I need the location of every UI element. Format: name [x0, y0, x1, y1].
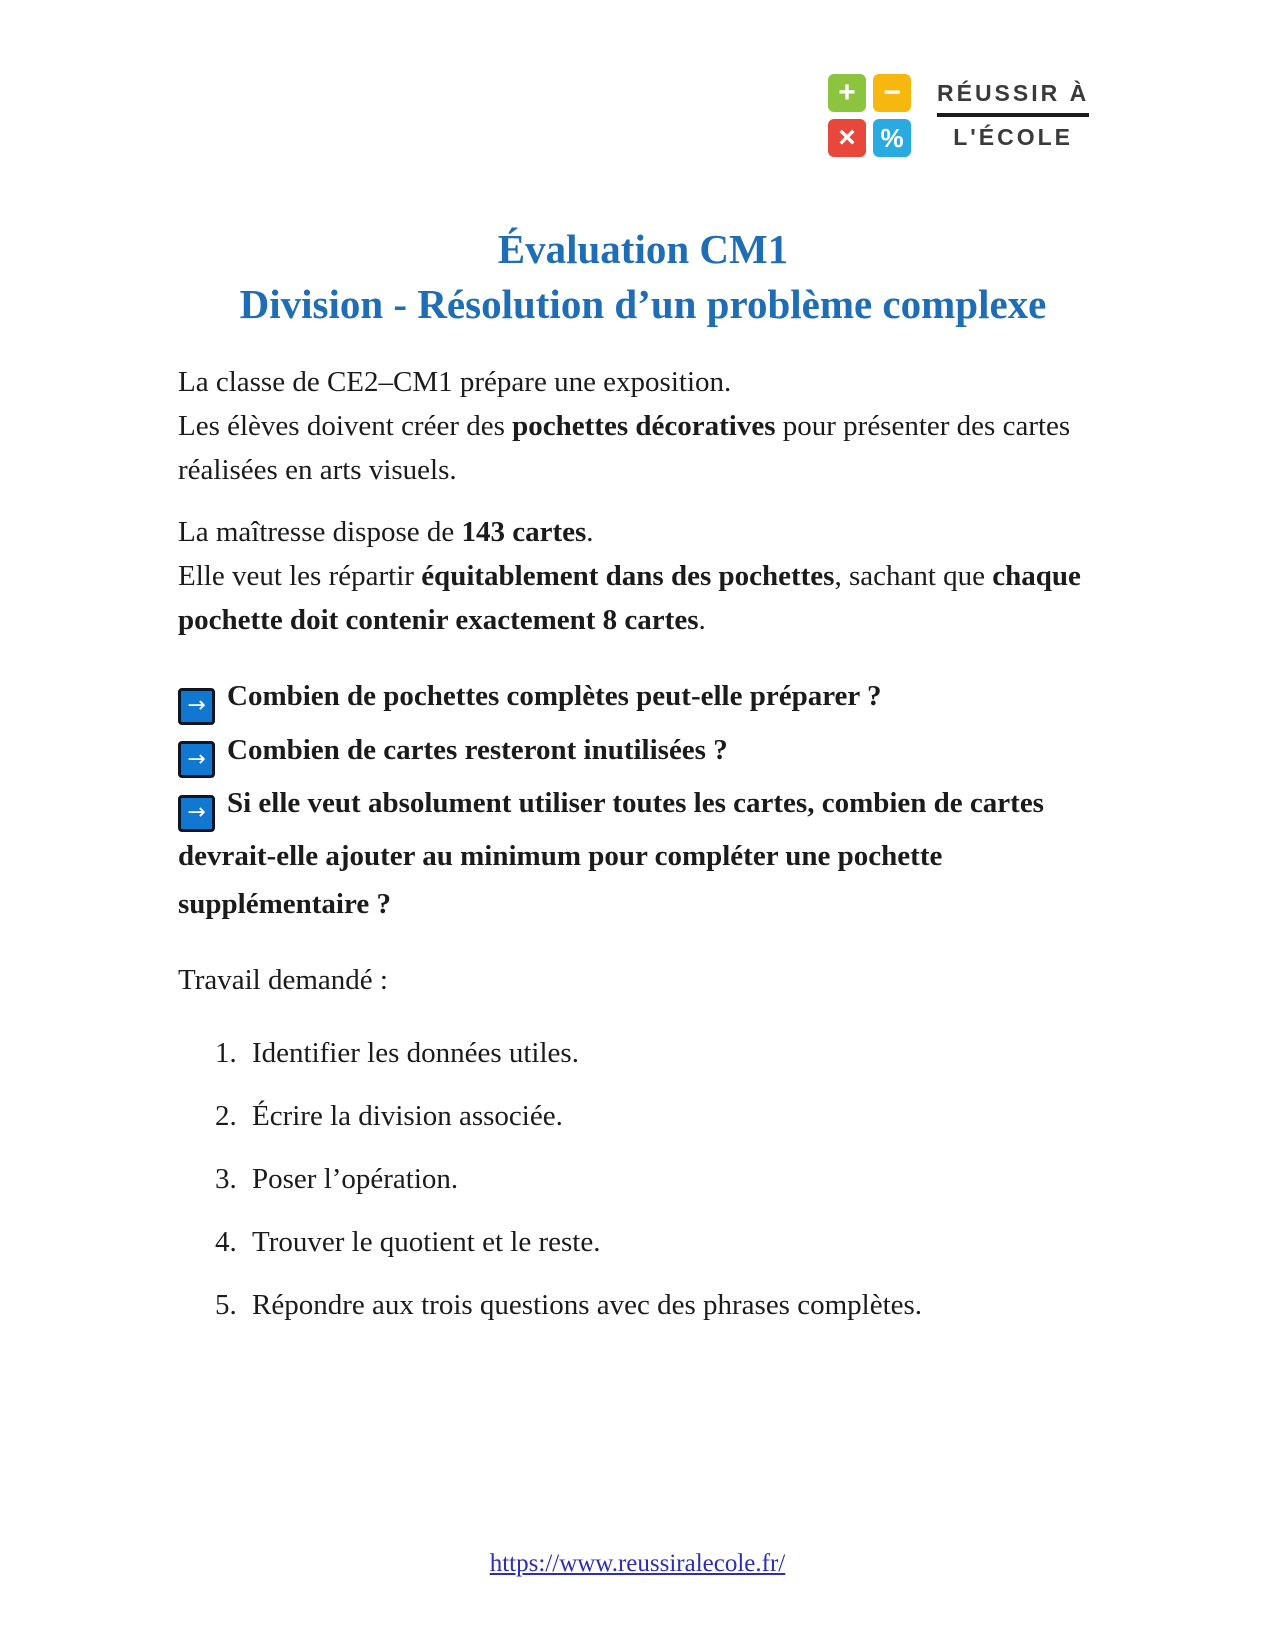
arrow-right-icon: →: [178, 688, 215, 725]
list-item-2: [178, 1094, 1108, 1138]
work-list: [178, 1031, 1108, 1327]
question-text: Combien de pochettes complètes peut-elle préparer ?: [227, 680, 882, 712]
list-item-3: [178, 1157, 1108, 1201]
multiply-icon: ×: [828, 119, 866, 157]
logo-wordmark-line1: RÉUSSIR À: [937, 80, 1090, 106]
question-item-1: [178, 672, 1108, 725]
list-number: 2.: [215, 1099, 237, 1132]
arrow-right-icon: →: [178, 795, 215, 832]
list-text: Trouver le quotient et le reste.: [252, 1225, 601, 1258]
minus-icon: −: [873, 74, 911, 112]
question-text: Combien de cartes resteront inutilisées ?: [227, 733, 728, 766]
list-number: 4.: [215, 1225, 237, 1258]
work-heading: Travail demandé :: [178, 963, 388, 996]
list-text: Répondre aux trois questions avec des phrases complètes.: [252, 1288, 923, 1321]
question-item-3: [178, 779, 1108, 928]
page-title-line1: Évaluation CM1: [497, 226, 789, 272]
list-item-5: [178, 1283, 1108, 1327]
question-text: Si elle veut absolument utiliser toutes les cartes, combien de cartes devrait-elle ajouter au minimum pour compléter une pochette supplémentaire ?: [178, 787, 1044, 920]
plus-icon: +: [828, 74, 866, 112]
divide-icon: %: [873, 119, 911, 157]
question-item-2: [178, 726, 1108, 779]
page-footer: [0, 1550, 1275, 1578]
list-item-1: [178, 1031, 1108, 1075]
problem-paragraph-1: La classe de CE2–CM1 prépare une exposition. Les élèves doivent créer des pochettes décoratives pour présenter des cartes réalisées en arts visuels.: [178, 366, 1071, 486]
footer-link[interactable]: https://www.reussiralecole.fr/: [489, 1550, 786, 1577]
page-title: [178, 222, 1108, 332]
page-title-line2: Division - Résolution d’un problème complexe: [239, 281, 1047, 327]
list-text: Poser l’opération.: [252, 1162, 459, 1195]
list-number: 1.: [215, 1036, 237, 1069]
list-number: 3.: [215, 1162, 237, 1195]
list-item-4: [178, 1220, 1108, 1264]
logo-wordmark-line2: L'ÉCOLE: [953, 124, 1073, 150]
document-body: [178, 0, 1108, 1346]
list-number: 5.: [215, 1288, 237, 1321]
list-text: Identifier les données utiles.: [252, 1036, 579, 1069]
problem-paragraph-2: La maîtresse dispose de 143 cartes. Elle veut les répartir équitablement dans des pochettes, sachant que chaque pochette doit contenir exactement 8 cartes.: [178, 516, 1081, 636]
questions-block: [178, 672, 1108, 928]
list-text: Écrire la division associée.: [252, 1099, 563, 1132]
arrow-right-icon: →: [178, 741, 215, 778]
